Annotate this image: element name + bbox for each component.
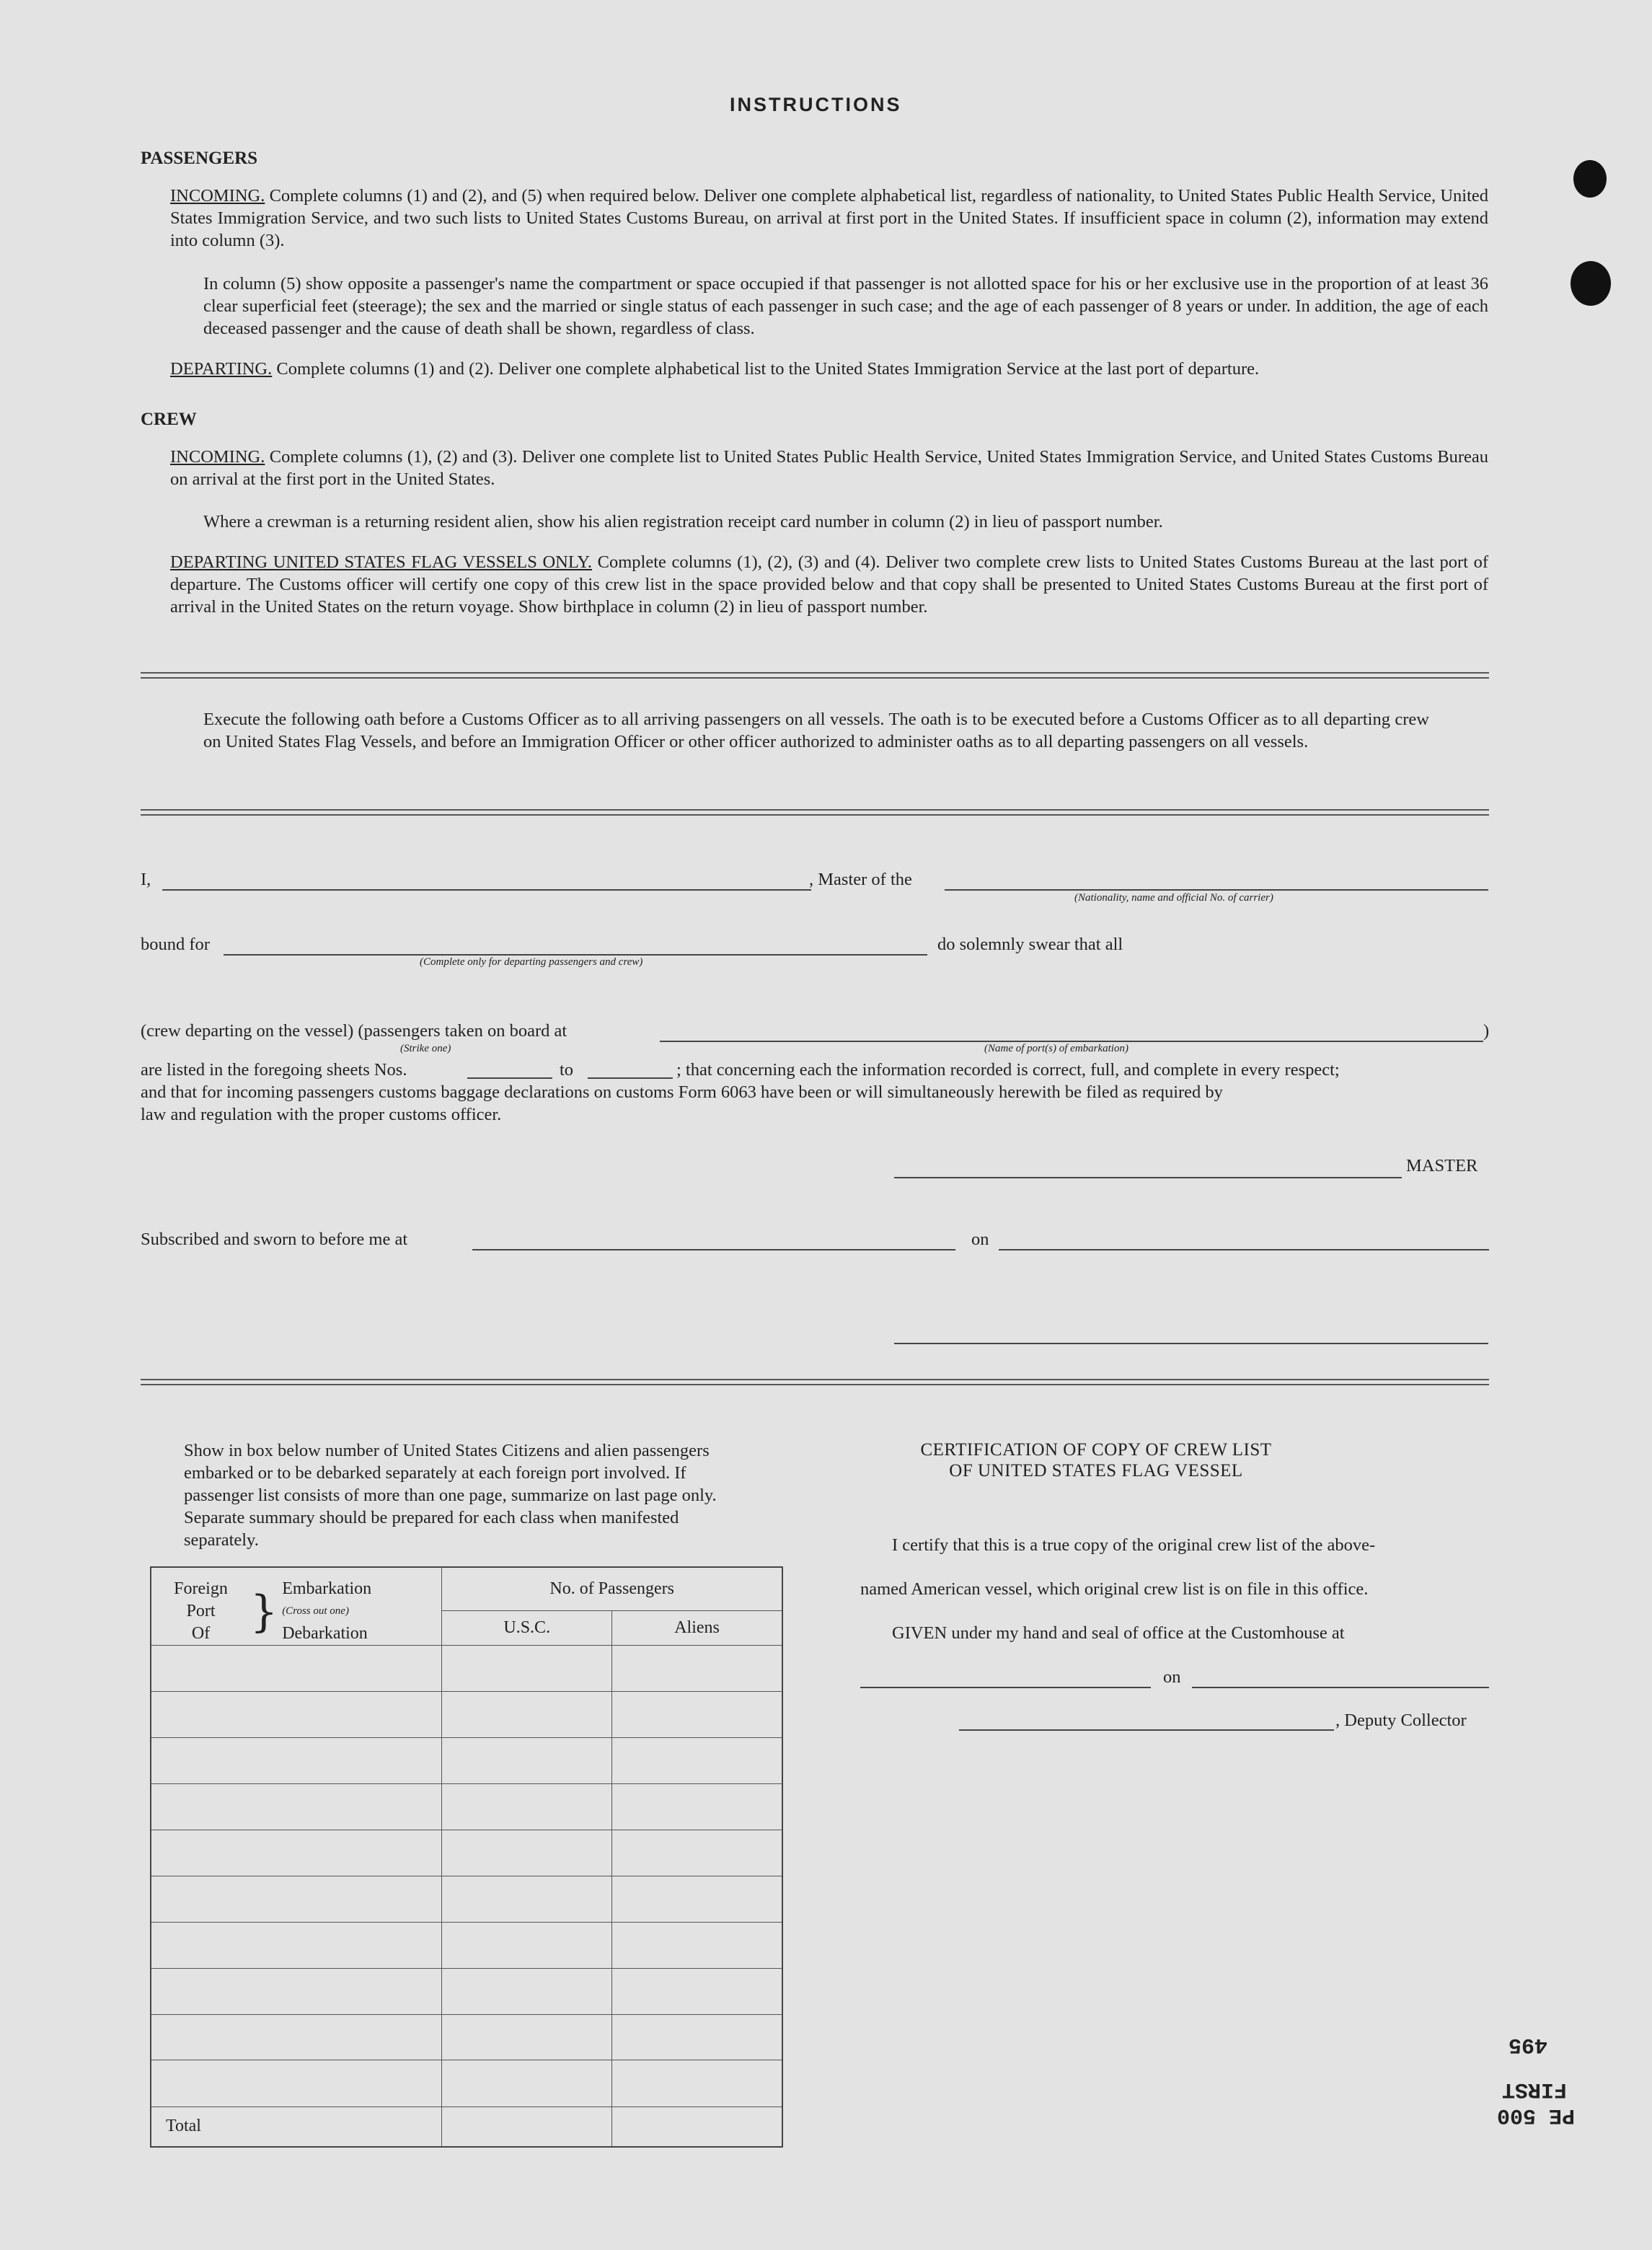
summary-instruction: Show in box below number of United States Citizens and alien passengers embarked or to be debarked separately at each foreign port involved. If passenger list consists of more than one page, summarize on last page only. Separate summary should be prepared for each class when manifested separately. — [184, 1441, 717, 1550]
usc-cell[interactable] — [442, 1830, 612, 1876]
sworn-place-field[interactable] — [472, 1249, 955, 1250]
port-cell[interactable] — [151, 1691, 442, 1737]
listed-in-text: are listed in the foregoing sheets Nos. — [141, 1060, 407, 1080]
total-label: Total — [151, 2106, 442, 2147]
aliens-cell[interactable] — [612, 1737, 782, 1783]
passengers-incoming-label: INCOMING. — [170, 186, 265, 206]
aliens-cell[interactable] — [612, 1968, 782, 2014]
port-cell[interactable] — [151, 1968, 442, 2014]
passengers-departing-label: DEPARTING. — [170, 359, 273, 379]
passengers-heading: PASSENGERS — [141, 149, 258, 168]
oath-master-of: , Master of the — [809, 870, 912, 889]
port-cell[interactable] — [151, 1830, 442, 1876]
brace-icon: } — [250, 1586, 278, 1637]
summary-row — [151, 1737, 782, 1783]
certify-line-1: I certify that this is a true copy of the original crew list of the above- — [892, 1535, 1376, 1555]
aliens-total-cell[interactable] — [612, 2106, 782, 2147]
passengers-incoming-paragraph — [170, 185, 1488, 252]
usc-cell[interactable] — [442, 1922, 612, 1968]
usc-cell[interactable] — [442, 2060, 612, 2106]
oath-line-3: law and regulation with the proper customs officer. — [141, 1105, 502, 1124]
usc-cell[interactable] — [442, 1876, 612, 1922]
stamp-number: 495 — [1509, 2032, 1548, 2057]
certification-date-field[interactable] — [1192, 1687, 1489, 1688]
crew-departing-label: DEPARTING UNITED STATES FLAG VESSELS ONLY. — [170, 552, 593, 572]
strike-one-caption: (Strike one) — [400, 1043, 451, 1054]
summary-row — [151, 1646, 782, 1692]
page-title: INSTRUCTIONS — [730, 94, 902, 115]
crew-departing-text: Complete columns (1), (2), (3) and (4). Deliver two complete crew lists to United States Customs Bureau at the last port of departure. The Customs officer will certify one copy of this crew list in the space provided below and that copy shall be presented to United States Customs Bureau at the first port of arrival in the United States on the return voyage. Show birthplace in column (2) in lieu of passport number. — [170, 552, 1488, 617]
ports-field[interactable] — [660, 1041, 1483, 1042]
usc-header: U.S.C. — [442, 1610, 612, 1645]
of-label: Of — [191, 1624, 211, 1643]
crew-returning-paragraph: Where a crewman is a returning resident alien, show his alien registration receipt card number in column (2) in lieu of passport number. — [203, 512, 1163, 531]
ink-blot — [1571, 261, 1611, 306]
nationality-caption: (Nationality, name and official No. of carrier) — [1074, 892, 1273, 904]
summary-row — [151, 1691, 782, 1737]
oath-i-label: I, — [141, 870, 151, 889]
listed-rest-text: ; that concerning each the information recorded is correct, full, and complete in every respect; — [676, 1060, 1340, 1080]
swear-text: do solemnly swear that all — [937, 935, 1123, 954]
oath-line-2: and that for incoming passengers customs baggage declarations on customs Form 6063 have been or will simultaneously herewith be filed as required by — [141, 1082, 1223, 1102]
summary-row — [151, 1922, 782, 1968]
aliens-cell[interactable] — [612, 1691, 782, 1737]
usc-cell[interactable] — [442, 1646, 612, 1692]
sheet-to-field[interactable] — [588, 1077, 673, 1079]
port-cell[interactable] — [151, 1783, 442, 1830]
usc-cell[interactable] — [442, 2014, 612, 2060]
summary-row — [151, 2060, 782, 2106]
to-label: to — [560, 1060, 574, 1080]
crew-departing-text: (crew departing on the vessel) (passengers taken on board at — [141, 1021, 567, 1041]
certification-heading — [851, 1439, 1341, 1481]
aliens-cell[interactable] — [612, 1830, 782, 1876]
summary-row — [151, 1830, 782, 1876]
divider — [141, 1379, 1489, 1385]
aliens-cell[interactable] — [612, 1922, 782, 1968]
passenger-summary-table — [150, 1566, 783, 2148]
oath-instruction: Execute the following oath before a Customs Officer as to all arriving passengers on all vessels. The oath is to be executed before a Customs Officer as to all departing crew on United States Flag Vessels, and before an Immigration Officer or other officer authorized to administer oaths as to all departing passengers on all vessels. — [203, 710, 1429, 751]
usc-cell[interactable] — [442, 1783, 612, 1830]
aliens-header: Aliens — [612, 1610, 782, 1645]
debarkation-label: Debarkation — [282, 1624, 368, 1643]
port-label: Port — [186, 1602, 216, 1620]
crew-departing-paragraph — [170, 551, 1488, 618]
port-cell[interactable] — [151, 1922, 442, 1968]
complete-only-caption: (Complete only for departing passengers and crew) — [420, 956, 643, 968]
port-cell[interactable] — [151, 1646, 442, 1692]
usc-cell[interactable] — [442, 1691, 612, 1737]
aliens-cell[interactable] — [612, 1783, 782, 1830]
deputy-collector-field[interactable] — [959, 1729, 1334, 1731]
ink-blot — [1573, 160, 1607, 198]
bound-for-field[interactable] — [224, 954, 927, 956]
summary-row — [151, 1783, 782, 1830]
passengers-departing-paragraph — [170, 358, 1488, 380]
master-signature-field[interactable] — [894, 1177, 1402, 1178]
usc-total-cell[interactable] — [442, 2106, 612, 2147]
deputy-collector-label: , Deputy Collector — [1335, 1711, 1467, 1730]
aliens-cell[interactable] — [612, 1646, 782, 1692]
certification-on-label: on — [1163, 1667, 1181, 1687]
crew-incoming-paragraph — [170, 446, 1488, 490]
crew-heading: CREW — [141, 410, 197, 429]
customhouse-field[interactable] — [860, 1687, 1151, 1688]
stamp-first: FIRST — [1502, 2077, 1568, 2101]
port-header-cell — [151, 1567, 442, 1646]
subscribed-text: Subscribed and sworn to before me at — [141, 1230, 408, 1249]
sworn-date-field[interactable] — [999, 1249, 1489, 1250]
port-cell[interactable] — [151, 1876, 442, 1922]
usc-cell[interactable] — [442, 1968, 612, 2014]
aliens-cell[interactable] — [612, 2060, 782, 2106]
sworn-on-label: on — [971, 1230, 989, 1249]
foreign-label: Foreign — [174, 1579, 228, 1598]
certification-heading-line-1: CERTIFICATION OF COPY OF CREW LIST — [920, 1440, 1272, 1460]
passengers-incoming-text: Complete columns (1) and (2), and (5) when required below. Deliver one complete alphabetical list, regardless of nationality, to United States Public Health Service, United States Immigration Service, and two such lists to United States Customs Bureau, on arrival at first port in the United States. If insufficient space in column (2), information may extend into column (3). — [170, 186, 1488, 250]
certify-line-2: named American vessel, which original crew list is on file in this office. — [860, 1579, 1369, 1599]
usc-cell[interactable] — [442, 1737, 612, 1783]
divider — [141, 672, 1489, 679]
stamp-pe: PE 500 — [1497, 2103, 1576, 2127]
no-of-passengers-header: No. of Passengers — [442, 1567, 782, 1610]
port-cell[interactable] — [151, 1737, 442, 1783]
close-paren: ) — [1483, 1021, 1490, 1041]
carrier-field[interactable] — [945, 889, 1488, 891]
given-text: GIVEN under my hand and seal of office at the Customhouse at — [892, 1623, 1345, 1643]
summary-row — [151, 1968, 782, 2014]
master-name-field[interactable] — [162, 889, 811, 891]
port-cell[interactable] — [151, 2060, 442, 2106]
passengers-column5-paragraph: In column (5) show opposite a passenger's name the compartment or space occupied if that passenger is not allotted space for his or her exclusive use in the proportion of at least 36 clear superficial feet (steerage); the sex and the married or single status of each passenger in such case; and the age of each passenger of 8 years or under. In addition, the age of each deceased passenger and the cause of death shall be shown, regardless of class. — [203, 274, 1488, 338]
ports-caption: (Name of port(s) of embarkation) — [984, 1043, 1128, 1054]
total-row — [151, 2106, 782, 2147]
embarkation-label: Embarkation — [282, 1579, 372, 1598]
divider — [141, 809, 1489, 816]
certification-heading-line-2: OF UNITED STATES FLAG VESSEL — [949, 1461, 1243, 1481]
summary-row — [151, 1876, 782, 1922]
aliens-cell[interactable] — [612, 2014, 782, 2060]
crew-incoming-label: INCOMING. — [170, 447, 265, 467]
port-cell[interactable] — [151, 2014, 442, 2060]
summary-row — [151, 2014, 782, 2060]
passengers-departing-text: Complete columns (1) and (2). Deliver one complete alphabetical list to the United States Immigration Service at the last port of departure. — [272, 359, 1260, 379]
bound-for-label: bound for — [141, 935, 210, 954]
sheet-from-field[interactable] — [467, 1077, 552, 1079]
cross-out-caption: (Cross out one) — [282, 1605, 349, 1617]
aliens-cell[interactable] — [612, 1876, 782, 1922]
master-label: MASTER — [1406, 1156, 1478, 1175]
crew-incoming-text: Complete columns (1), (2) and (3). Deliver one complete list to United States Public Health Service, United States Immigration Service, and United States Customs Bureau on arrival at the first port in the United States. — [170, 447, 1488, 489]
official-signature-field[interactable] — [894, 1343, 1488, 1344]
